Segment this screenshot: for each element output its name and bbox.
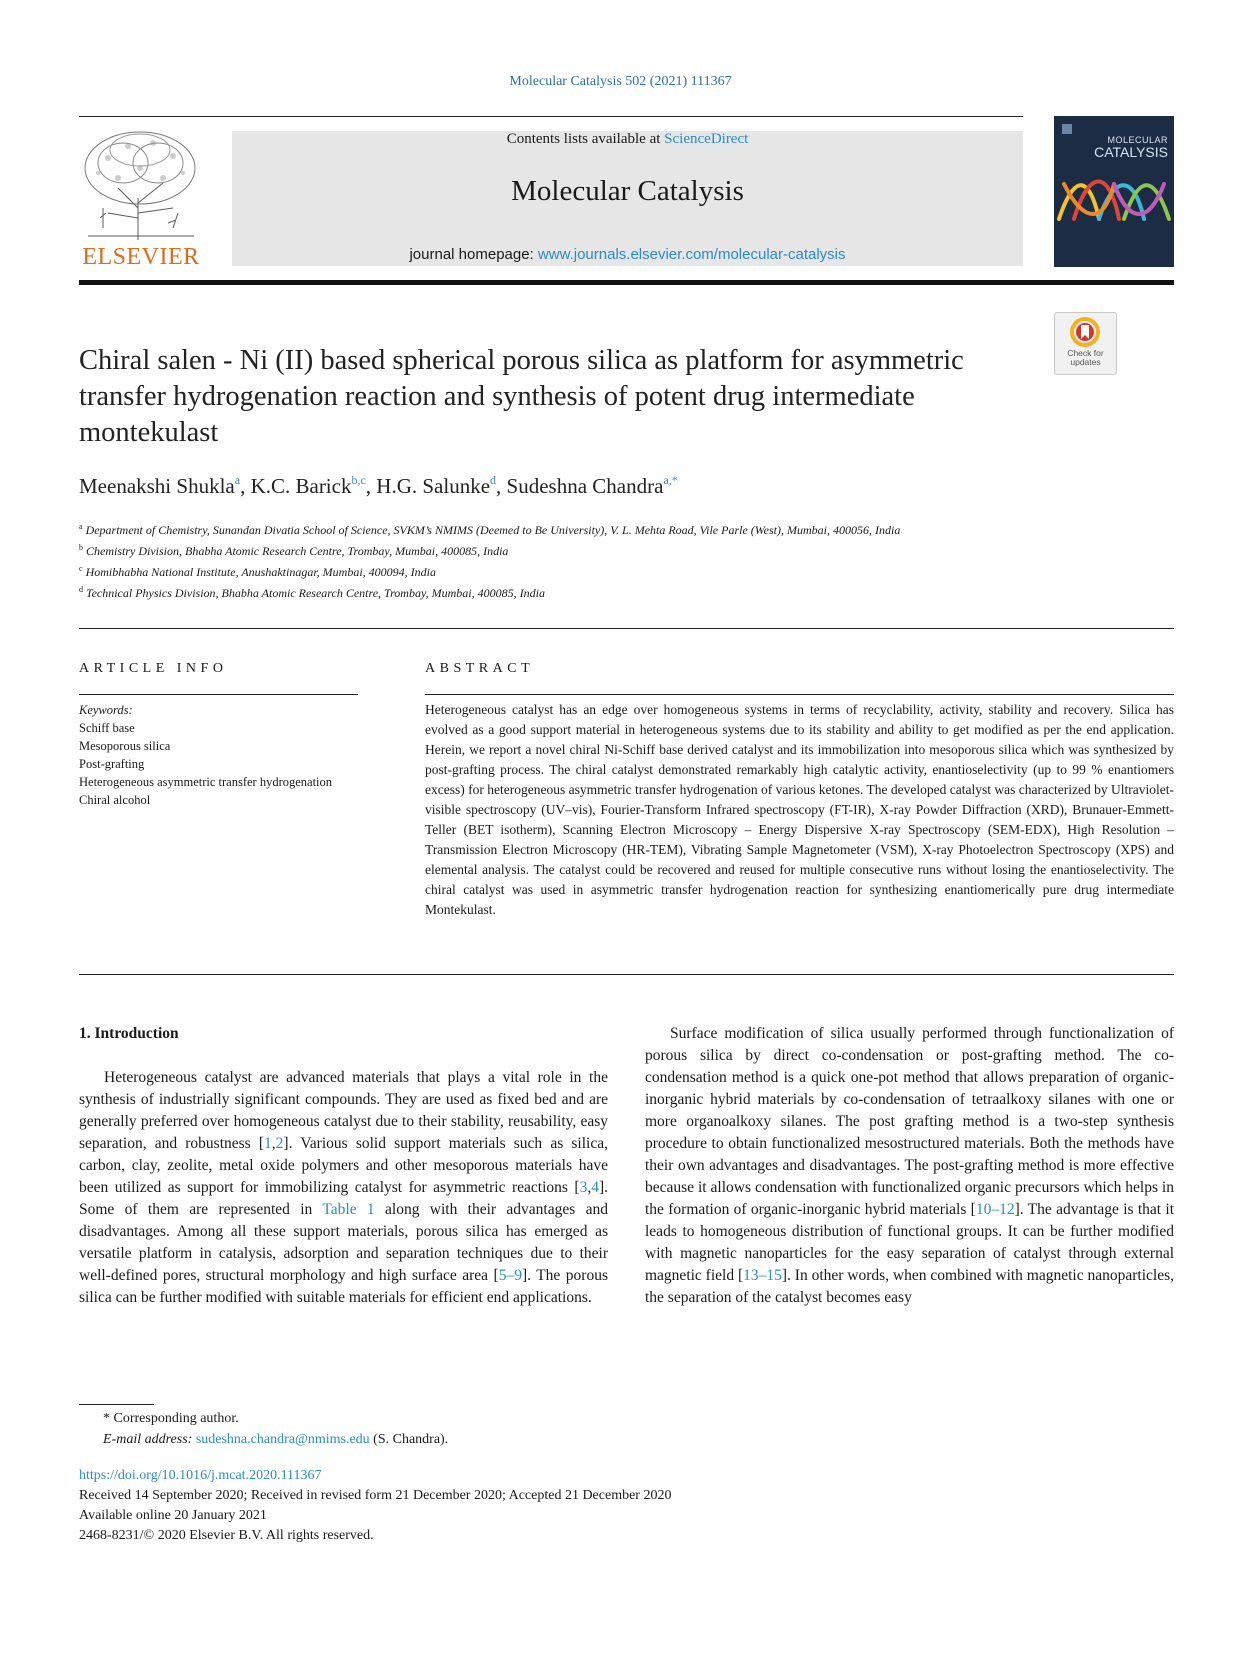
- reference-link[interactable]: 13–15: [743, 1267, 782, 1284]
- publication-info: [79, 1466, 671, 1546]
- available-online-date: Available online 20 January 2021: [79, 1508, 267, 1523]
- affiliation-label: d: [79, 585, 83, 594]
- footnote-rule: [79, 1404, 154, 1405]
- footnote-block: [79, 1408, 448, 1450]
- article-info-heading: ARTICLE INFO: [79, 661, 228, 676]
- affiliation-item: [79, 581, 1039, 602]
- contents-prefix: Contents lists available at: [506, 131, 665, 147]
- keywords-label: Keywords:: [79, 703, 133, 717]
- affiliation-text: Chemistry Division, Bhabha Atomic Research Centre, Trombay, Mumbai, 400085, India: [86, 544, 509, 558]
- keyword-item: Mesoporous silica: [79, 739, 171, 753]
- table-reference-link[interactable]: Table 1: [322, 1201, 375, 1218]
- author-list: [79, 473, 678, 499]
- keywords-block: [79, 701, 358, 809]
- abstract-rule: [425, 694, 1174, 695]
- reference-link[interactable]: 10–12: [975, 1201, 1015, 1218]
- introduction-heading: 1. Introduction: [79, 1025, 179, 1042]
- affiliation-text: Homibhabha National Institute, Anushaktinagar, Mumbai, 400094, India: [85, 565, 437, 579]
- text-run: Heterogeneous catalyst are advanced materials that plays a vital role in the synthesis of industrially significant compounds. They are used as fixed bed and are generally preferred over homogeneous catalyst due to their stability, reusability, easy separation, and robustness [: [79, 1069, 608, 1152]
- check-for-updates-button[interactable]: [1054, 312, 1117, 375]
- cover-title-large: CATALYSIS: [1094, 144, 1168, 161]
- affiliation-text: Technical Physics Division, Bhabha Atomic Research Centre, Trombay, Mumbai, 400085, India: [86, 586, 545, 600]
- affiliation-item: [79, 560, 1039, 581]
- homepage-prefix: journal homepage:: [409, 246, 538, 263]
- keyword-item: Chiral alcohol: [79, 793, 151, 807]
- author-name[interactable]: , H.G. Salunke: [365, 474, 491, 498]
- cover-title-small: MOLECULAR: [1107, 135, 1168, 145]
- corresponding-author-note: * Corresponding author.: [103, 1411, 239, 1426]
- reference-link[interactable]: 2: [275, 1135, 284, 1152]
- text-run: ,: [271, 1135, 276, 1152]
- text-run: ,: [587, 1179, 592, 1196]
- journal-homepage-link[interactable]: www.journals.elsevier.com/molecular-catalysis: [537, 246, 846, 263]
- sciencedirect-link[interactable]: ScienceDirect: [664, 131, 749, 147]
- body-column-right: [645, 1023, 1174, 1309]
- elsevier-tree-icon: [78, 128, 204, 240]
- body-column-left: [79, 1023, 608, 1309]
- abstract-bottom-rule: [79, 974, 1174, 975]
- publisher-mini-icon: [1060, 122, 1074, 136]
- author-name[interactable]: Meenakshi Shukla: [79, 474, 235, 498]
- journal-cover-thumbnail[interactable]: [1054, 116, 1174, 267]
- introduction-paragraph: [645, 1023, 1174, 1309]
- author-affiliation-marker[interactable]: d: [490, 473, 497, 487]
- homepage-line: [232, 246, 1023, 263]
- text-run: Surface modification of silica usually performed through functionalization of porous silica by direct co-condensation or post-grafting method. The co-condensation method is a quick one-pot method that allows preparation of organic-inorganic hybrid materials by co-condensation of tetraalkoxy silanes with one or more organoalkoxy silanes. The post grafting method is a two-step synthesis procedure to obtain functionalized mesostructured materials. Both the methods have their own advantages and disadvantages. The post-grafting method is more effective because it allows condensation with functionalized organic precursors which helps in the formation of organic-inorganic hybrid materials [: [645, 1025, 1174, 1218]
- keyword-item: Post-grafting: [79, 757, 145, 771]
- affiliation-list: [79, 518, 1039, 602]
- author-affiliation-marker[interactable]: a: [234, 473, 241, 487]
- email-label: E-mail address:: [103, 1432, 193, 1447]
- affiliation-label: b: [79, 543, 83, 552]
- affiliation-label: a: [79, 522, 83, 531]
- copyright-notice: 2468-8231/© 2020 Elsevier B.V. All rights reserved.: [79, 1528, 374, 1543]
- affiliation-item: [79, 518, 1039, 539]
- journal-citation[interactable]: Molecular Catalysis 502 (2021) 111367: [509, 74, 732, 89]
- affiliation-text: Department of Chemistry, Sunandan Divatia School of Science, SVKM’s NMIMS (Deemed to Be University), V. L. Mehta Road, Vile Parle (West), Mumbai, 400056, India: [85, 523, 901, 537]
- check-updates-icon: [1070, 317, 1100, 347]
- introduction-paragraph: [79, 1067, 608, 1309]
- text-run: ]. Some of them are represented in: [79, 1179, 608, 1218]
- email-suffix: (S. Chandra).: [369, 1432, 449, 1447]
- abstract-text: Heterogeneous catalyst has an edge over homogeneous systems in terms of recyclability, activity, stability and recovery. Silica has evolved as a good support material in heterogeneous systems due to its stability and ability to get modified as per the end application. Herein, we report a novel chiral Ni-Schiff base derived catalyst and its immobilization into mesoporous silica which was synthesized by post-grafting process. The chiral catalyst demonstrated remarkably high catalytic activity, enantioselectivity (up to 99 % enantiomers excess) for heterogeneous asymmetric transfer hydrogenation of various ketones. The developed catalyst was characterized by Ultraviolet-visible spectroscopy (UV–vis), Fourier-Transform Infrared spectroscopy (FT-IR), X-ray Powder Diffraction (XRD), Brunauer-Emmett-Teller (BET isotherm), Scanning Electron Microscopy – Energy Dispersive X-ray Spectroscopy (SEM-EDX), High Resolution – Transmission Electron Microscopy (HR-TEM), Vibrating Sample Magnetometer (VSM), X-ray Photoelectron Spectroscopy (XPS) and elemental analysis. The catalyst could be recovered and reused for multiple consecutive runs without losing the enantioselectivity. The chiral catalyst was used in asymmetric transfer hydrogenation reaction for synthesizing enantiomerically pure drug intermediate Montekulast.: [425, 702, 1174, 917]
- cover-title: [1094, 136, 1168, 160]
- header-thick-rule: [79, 280, 1174, 285]
- email-link[interactable]: sudeshna.chandra@nmims.edu: [195, 1432, 370, 1447]
- cover-art-icon: [1054, 164, 1174, 234]
- journal-banner: [232, 131, 1023, 266]
- header-rule: [79, 116, 1023, 117]
- reference-link[interactable]: 1: [264, 1135, 272, 1152]
- text-run: ]. Various solid support materials such as silica, carbon, clay, zeolite, metal oxide polymers and other mesoporous materials have been utilized as support for immobilizing catalyst for asymmetric reactions [: [79, 1135, 608, 1196]
- abstract-heading: ABSTRACT: [425, 661, 535, 676]
- affiliation-item: [79, 539, 1039, 560]
- reference-link[interactable]: 3: [579, 1179, 588, 1196]
- affiliation-label: c: [79, 564, 83, 573]
- text-run: ]. The advantage is that it leads to homogeneous distribution of functional groups. It can be further modified with magnetic nanoparticles for the easy separation of catalyst through external magnetic field [: [645, 1201, 1175, 1284]
- text-run: ]. In other words, when combined with magnetic nanoparticles, the separation of the catalyst becomes easy: [645, 1267, 1174, 1306]
- reference-link[interactable]: 5–9: [498, 1267, 522, 1284]
- author-affiliation-marker[interactable]: a,*: [663, 473, 678, 487]
- article-title: Chiral salen - Ni (II) based spherical porous silica as platform for asymmetric transfer hydrogenation reaction and synthesis of potent drug intermediate montekulast: [79, 345, 964, 448]
- keyword-item: Heterogeneous asymmetric transfer hydrogenation: [79, 775, 333, 789]
- received-dates: Received 14 September 2020; Received in revised form 21 December 2020; Accepted 21 December 2020: [79, 1488, 672, 1503]
- doi-link[interactable]: https://doi.org/10.1016/j.mcat.2020.111367: [79, 1468, 322, 1483]
- reference-link[interactable]: 4: [591, 1179, 599, 1196]
- text-run: ]. The porous silica can be further modified with suitable materials for efficient end applications.: [79, 1267, 608, 1306]
- author-name[interactable]: , K.C. Barick: [240, 474, 352, 498]
- text-run: along with their advantages and disadvantages. Among all these support materials, porous silica has emerged as versatile platform in catalysis, adsorption and separation techniques due to their well-defined pores, structural morphology and high surface area [: [79, 1201, 608, 1284]
- section-divider: [79, 628, 1174, 629]
- elsevier-wordmark: ELSEVIER: [82, 244, 200, 270]
- author-affiliation-marker[interactable]: b,c: [351, 473, 366, 487]
- article-info-rule: [79, 694, 358, 695]
- author-name[interactable]: , Sudeshna Chandra: [496, 474, 664, 498]
- journal-name: Molecular Catalysis: [511, 175, 744, 207]
- check-updates-label: Check for updates: [1067, 348, 1104, 367]
- email-line: [79, 1429, 448, 1450]
- keyword-item: Schiff base: [79, 721, 135, 735]
- contents-line: [232, 131, 1023, 148]
